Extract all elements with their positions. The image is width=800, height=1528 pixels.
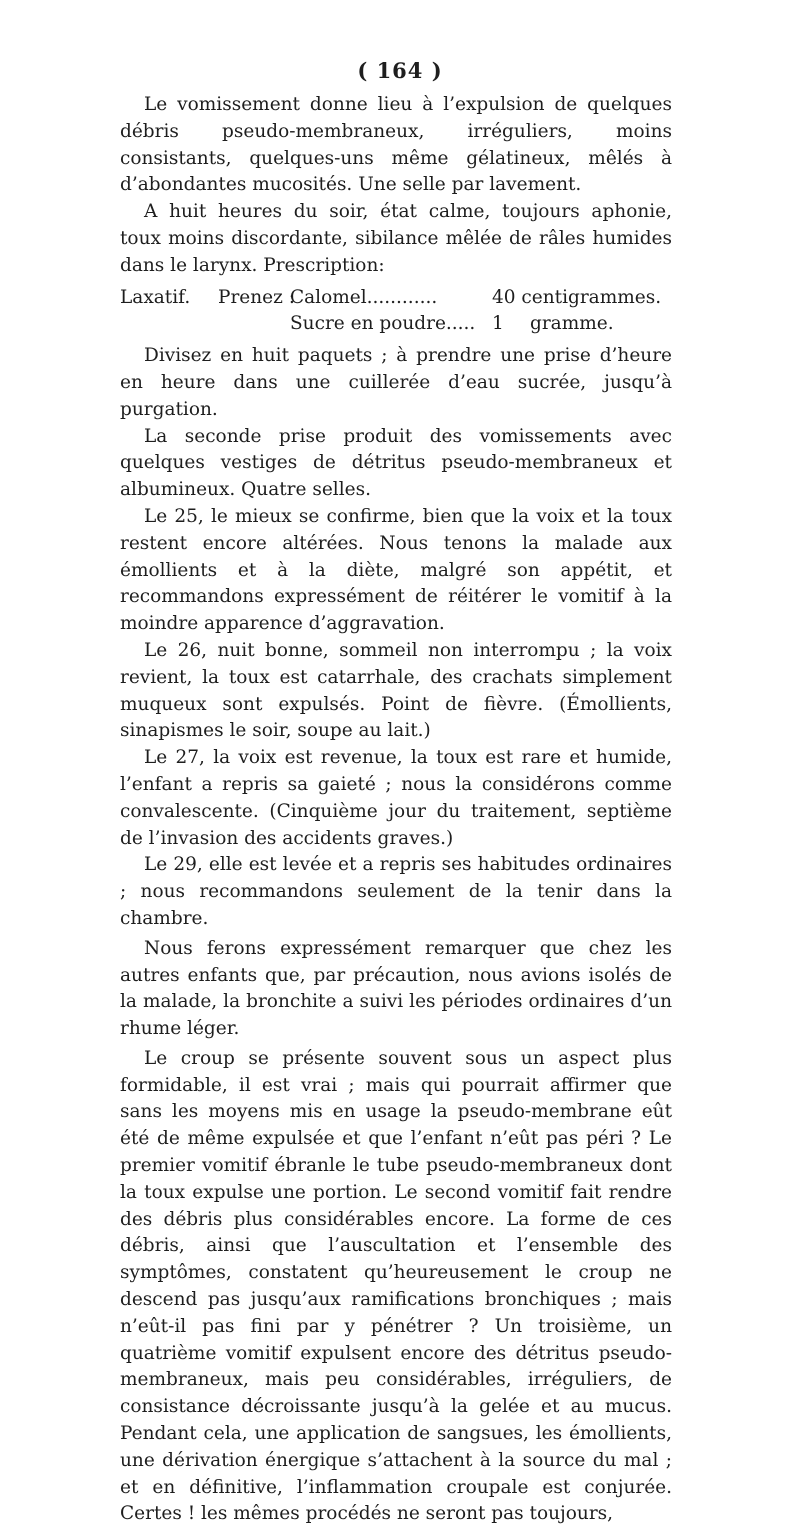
paragraph: Le 26, nuit bonne, sommeil non interrompu ; la voix revient, la toux est catarrhale, des crachats simplement muqueux sont expulsés. Point de fièvre. (Émollients, sinapismes le soir, soupe au lait.) (120, 639, 672, 742)
paragraph: Le 29, elle est levée et a repris ses habitudes ordinaires ; nous recommandons seulement de la tenir dans la chambre. (120, 854, 672, 929)
prescription-quantity: 40 centigrammes. (492, 286, 662, 308)
prescription-line (120, 285, 672, 312)
paragraph: Le 27, la voix est revenue, la toux est rare et humide, l’enfant a repris sa gaieté ; nous la considérons comme convalescente. (Cinquième jour du traitement, septième de l’invasion des accidents graves.) (120, 747, 672, 849)
prescription-quantity-number: 1 (492, 313, 504, 335)
paragraph: A huit heures du soir, état calme, toujours aphonie, toux moins discordante, sibilance mêlée de râles humides dans le larynx. Prescription: (120, 201, 672, 276)
body-text (120, 92, 672, 1528)
prescription-quantity-unit: gramme. (530, 313, 614, 335)
paragraph: Nous ferons expressément remarquer que chez les autres enfants que, par précaution, nous avions isolés de la malade, la bronchite a suivi les périodes ordinaires d’un rhume léger. (120, 937, 672, 1040)
prescription-block (120, 285, 672, 339)
paragraph: Le vomissement donne lieu à l’expulsion de quelques débris pseudo-membraneux, irréguliers, moins consistants, quelques-uns même gélatineux, mêlés à d’abondantes mucosités. Une selle par lavement. (120, 94, 672, 196)
paragraph: La seconde prise produit des vomissements avec quelques vestiges de détritus pseudo-membraneux et albumineux. Quatre selles. (120, 425, 672, 501)
paragraph: Divisez en huit paquets ; à prendre une prise d’heure en heure dans une cuillerée d’eau sucrée, jusqu’à purgation. (120, 345, 672, 420)
prescription-label: Laxatif. (120, 286, 191, 308)
prescription-item: Calomel............ (290, 286, 438, 308)
page-number: ( 164 ) (357, 58, 443, 83)
prescription-line (120, 311, 672, 338)
prescription-quantity (492, 311, 614, 338)
paragraph: Le croup se présente souvent sous un aspect plus formidable, il est vrai ; mais qui pourrait affirmer que sans les moyens mis en usage la pseudo-membrane eût été de même expulsée et que l’enfant n’eût pas péri ? Le premier vomitif ébranle le tube pseudo-membraneux dont la toux expulse une portion. Le second vomitif fait rendre des débris plus considérables encore. La forme de ces débris, ainsi que l’auscultation et l’ensemble des symptômes, constatent qu’heureusement le croup ne descend pas jusqu’aux ramifications bronchiques ; mais n’eût-il pas fini par y pénétrer ? Un troisième, un quatrième vomitif expulsent encore des détritus pseudo-membraneux, mais peu considérables, irréguliers, de consistance décroissante jusqu’à la gelée et au mucus. Pendant cela, une application de sangsues, les émollients, une dérivation énergique s’attachent à la source du mal ; et en définitive, l’inflammation croupale est conjurée. Certes ! les mêmes procédés ne seront pas toujours, (120, 1047, 672, 1525)
paragraph: Le 25, le mieux se confirme, bien que la voix et la toux restent encore altérées. Nous tenons la malade aux émollients et à la diète, malgré son appétit, et recommandons expressément de réitérer le vomitif à la moindre apparence d’aggravation. (120, 505, 672, 635)
prescription-verb: Prenez : (218, 286, 295, 308)
prescription-item: Sucre en poudre..... (290, 313, 476, 335)
